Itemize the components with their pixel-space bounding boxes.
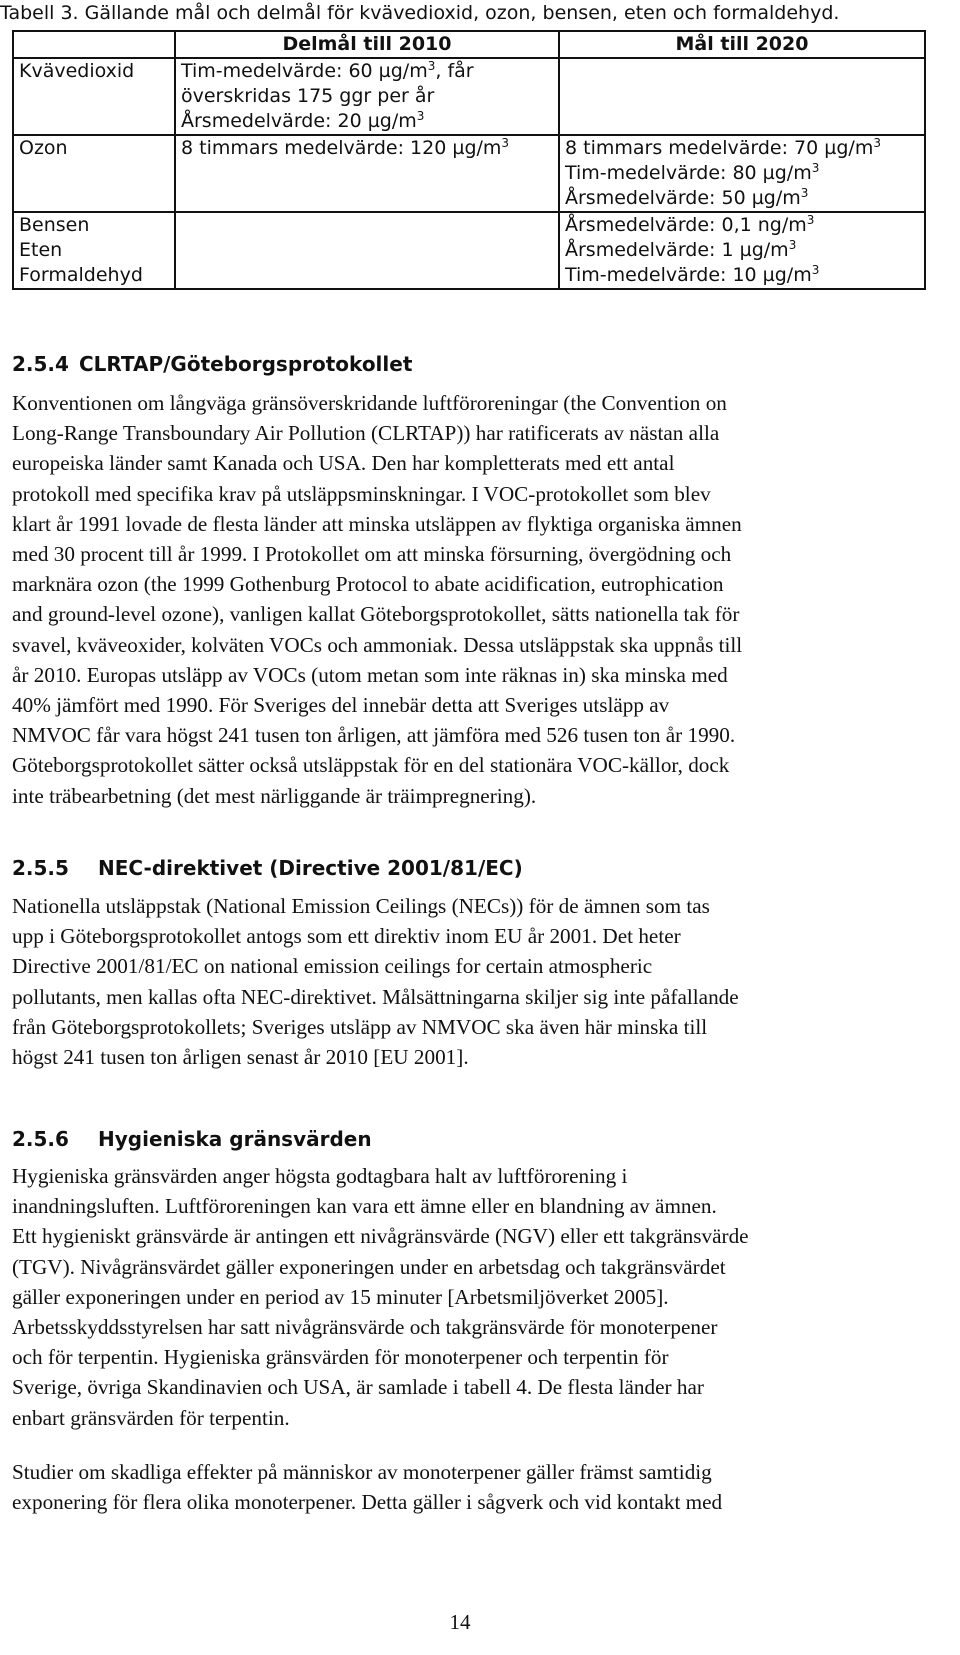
text-line: Directive 2001/81/EC on national emission ceilings for certain atmospheric: [12, 954, 653, 979]
substance-name: Kvävedioxid: [19, 60, 135, 82]
text-line: (TGV). Nivågränsvärdet gäller exponeringen under en arbetsdag och takgränsvärdet: [12, 1254, 726, 1279]
header-cell-goal-2010: Delmål till 2010: [175, 31, 559, 58]
goals-table: [12, 30, 926, 290]
body-paragraph: [12, 1457, 932, 1517]
goal-2020-cell: [559, 135, 925, 212]
substance-name: Formaldehyd: [19, 264, 143, 286]
body-paragraph: [12, 891, 932, 1072]
table-row: [13, 135, 925, 212]
table-row: [13, 58, 925, 135]
section-title: NEC-direktivet (Directive 2001/81/EC): [98, 856, 523, 880]
goal-line: Årsmedelvärde: 50 $\mu g/m^3$: [565, 186, 809, 209]
text-line: svavel, kväveoxider, kolväten VOCs och ammoniak. Dessa utsläppstak ska uppnås till: [12, 632, 743, 657]
section-title: CLRTAP/Göteborgsprotokollet: [78, 352, 413, 376]
text-line: 40% jämfört med 1990. För Sveriges del innebär detta att Sveriges utsläpp av: [12, 693, 670, 718]
text-line: exponering för flera olika monoterpener. Detta gäller i sågverk och vid kontakt med: [12, 1490, 723, 1515]
section-number: 2.5.4: [12, 352, 69, 376]
text-line: Studier om skadliga effekter på människor av monoterpener gäller främst samtidig: [12, 1460, 712, 1484]
text-line: pollutants, men kallas ofta NEC-direktivet. Målsättningarna skiljer sig inte påfallande: [12, 984, 739, 1009]
goal-line: Årsmedelvärde: 1 $\mu g/m^3$: [565, 238, 797, 261]
goal-line: Tim-medelvärde: 60 $\mu g/m^3$, får: [181, 59, 474, 82]
text-line: Sverige, övriga Skandinavien och USA, är samlade i tabell 4. De flesta länder har: [12, 1375, 704, 1400]
goal-line: Årsmedelvärde: 0,1 $ng/m^3$: [565, 213, 815, 236]
text-line: Ett hygieniskt gränsvärde är antingen ett nivågränsvärde (NGV) eller ett takgränsvärde: [12, 1224, 749, 1249]
table-header-row: [13, 31, 925, 58]
section-heading: [12, 856, 523, 880]
substance-name: Ozon: [19, 137, 68, 159]
text-line: med 30 procent till år 1999. I Protokollet om att minska försurning, övergödning och: [12, 542, 732, 567]
page-number: 14: [449, 1610, 471, 1634]
goal-2020-cell: [559, 212, 925, 289]
table-row: [13, 212, 925, 289]
text-line: Nationella utsläppstak (National Emission Ceilings (NECs)) för de ämnen som tas: [12, 894, 710, 918]
text-line: Konventionen om långväga gränsöverskridande luftföroreningar (the Convention on: [12, 391, 727, 415]
goal-line: Tim-medelvärde: 80 $\mu g/m^3$: [565, 161, 820, 184]
substance-name: Eten: [19, 239, 63, 261]
text-line: Long-Range Transboundary Air Pollution (CLRTAP)) har ratificerats av nästan alla: [12, 421, 720, 446]
body-paragraph: [12, 388, 932, 811]
goal-line: Årsmedelvärde: 20 $\mu g/m^3$: [181, 109, 425, 132]
text-line: högst 241 tusen ton årligen senast år 2010 [EU 2001].: [12, 1045, 469, 1070]
text-line: Hygieniska gränsvärden anger högsta godtagbara halt av luftförorening i: [12, 1164, 628, 1188]
text-line: inandningsluften. Luftföroreningen kan vara ett ämne eller en blandning av ämnen.: [12, 1194, 717, 1219]
header-cell-substance: [13, 31, 175, 58]
section-title: Hygieniska gränsvärden: [98, 1127, 372, 1151]
text-line: klart år 1991 lovade de flesta länder att minska utsläppen av flyktiga organiska ämnen: [12, 511, 742, 536]
text-line: gäller exponeringen under en period av 15 minuter [Arbetsmiljöverket 2005].: [12, 1284, 669, 1309]
text-line: år 2010. Europas utsläpp av VOCs (utom metan som inte räknas in) ska minska med: [12, 662, 728, 687]
text-line: och för terpentin. Hygieniska gränsvärden för monoterpener och terpentin för: [12, 1345, 669, 1370]
text-line: upp i Göteborgsprotokollet antogs som ett direktiv inom EU år 2001. Det heter: [12, 924, 681, 949]
substance-cell: [13, 212, 175, 289]
header-cell-goal-2020: Mål till 2020: [559, 31, 925, 58]
goal-2010-cell: [175, 135, 559, 212]
text-line: europeiska länder samt Kanada och USA. Den har kompletterats med ett antal: [12, 451, 675, 476]
goal-2010-cell: [175, 212, 559, 289]
goal-line: överskridas 175 ggr per år: [181, 85, 435, 107]
text-line: från Göteborgsprotokollets; Sveriges utsläpp av NMVOC ska även här minska till: [12, 1014, 708, 1039]
text-line: and ground-level ozone), vanligen kallat Göteborgsprotokollet, sätts nationella tak för: [12, 602, 740, 627]
goal-line: 8 timmars medelvärde: 70 $\mu g/m^3$: [565, 136, 881, 159]
substance-cell: [13, 135, 175, 212]
substance-cell: [13, 58, 175, 135]
body-paragraph: [12, 1161, 932, 1433]
substance-name: Bensen: [19, 214, 90, 236]
text-line: Göteborgsprotokollet sätter också utsläppstak för en del stationära VOC-källor, dock: [12, 753, 730, 778]
section-heading: [12, 1127, 372, 1151]
text-line: enbart gränsvärden för terpentin.: [12, 1405, 290, 1430]
goal-line: Tim-medelvärde: 10 $\mu g/m^3$: [565, 263, 820, 286]
section-heading: [12, 352, 412, 376]
text-line: protokoll med specifika krav på utsläppsminskningar. I VOC-protokollet som blev: [12, 481, 711, 506]
table-caption: Tabell 3. Gällande mål och delmål för kvävedioxid, ozon, bensen, eten och formaldehyd.: [0, 2, 840, 24]
section-number: 2.5.5: [12, 856, 69, 880]
section-number: 2.5.6: [12, 1127, 69, 1151]
text-line: Arbetsskyddsstyrelsen har satt nivågränsvärde och takgränsvärde för monoterpener: [12, 1315, 718, 1340]
text-line: marknära ozon (the 1999 Gothenburg Protocol to abate acidification, eutrophication: [12, 572, 724, 597]
goal-2010-cell: [175, 58, 559, 135]
goal-2020-cell: [559, 58, 925, 135]
goal-line: 8 timmars medelvärde: 120 $\mu g/m^3$: [181, 136, 510, 159]
text-line: NMVOC får vara högst 241 tusen ton årligen, att jämföra med 526 tusen ton år 1990.: [12, 723, 736, 748]
text-line: inte träbearbetning (det mest närliggande är träimpregnering).: [12, 783, 537, 808]
